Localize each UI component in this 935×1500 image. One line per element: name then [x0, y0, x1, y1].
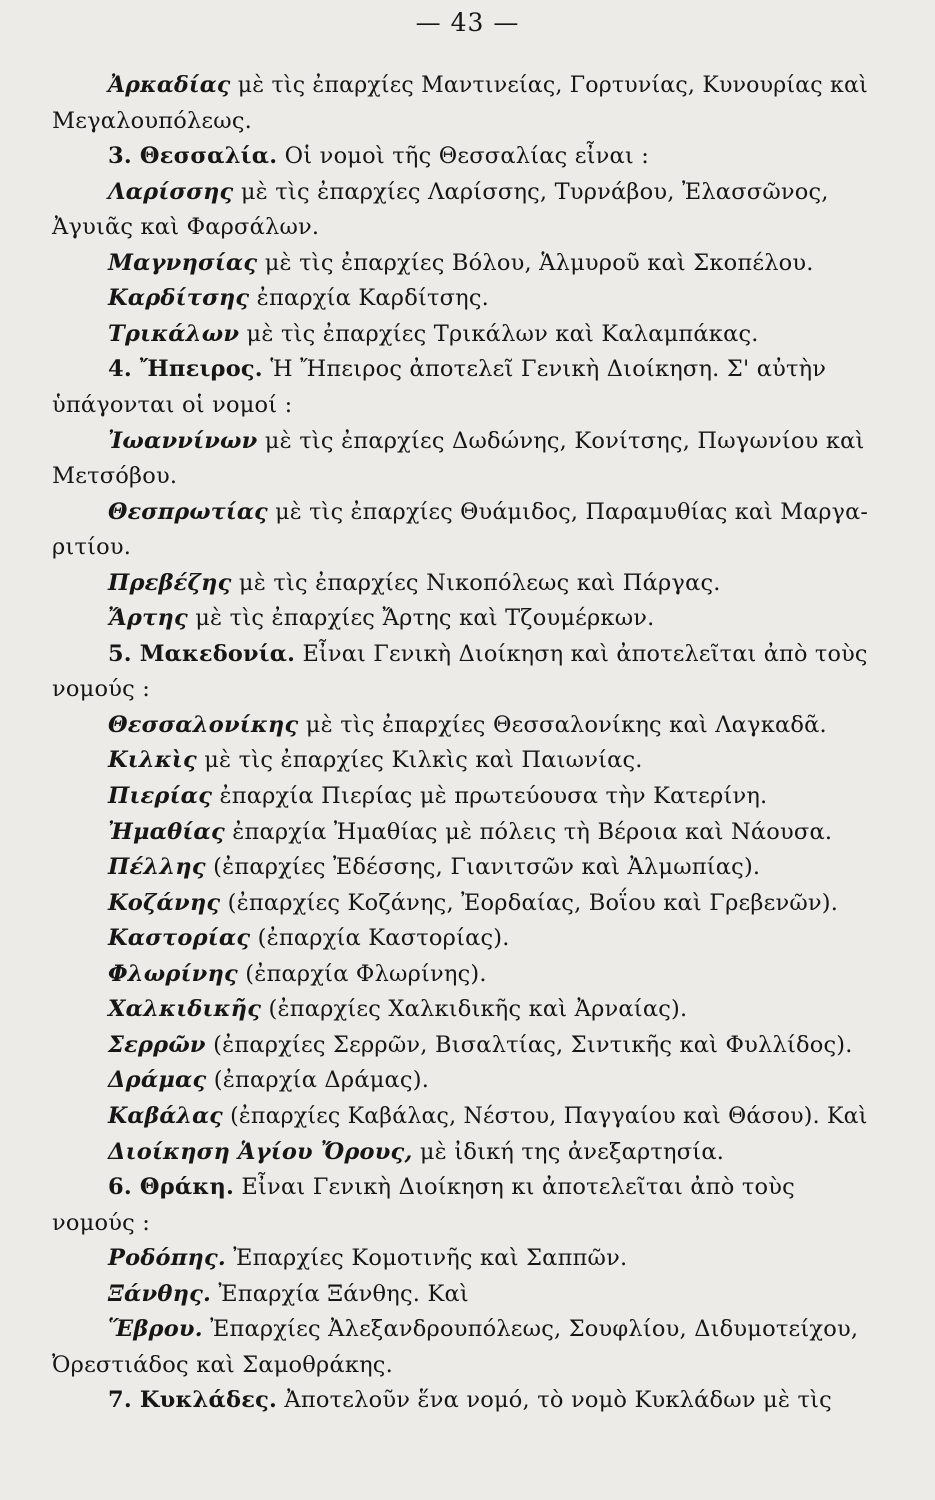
line-text: νομούς :	[52, 1209, 151, 1236]
text-line	[108, 1172, 795, 1202]
line-text: μὲ τὶς ἐπαρχίες Βόλου, Ἁλμυροῦ καὶ Σκοπέλου.	[257, 249, 814, 276]
text-line	[108, 710, 827, 740]
line-text: νομούς :	[52, 676, 151, 703]
line-text: (ἐπαρχίες Ἐδέσσης, Γιανιτσῶν καὶ Ἀλμωπίας).	[205, 854, 761, 881]
line-text: (ἐπαρχίες Χαλκιδικῆς καὶ Ἀρναίας).	[261, 996, 688, 1023]
line-text: Εἶναι Γενικὴ Διοίκηση καὶ ἀποτελεῖται ἀπὸ τοὺς	[295, 640, 868, 667]
text-line	[108, 141, 649, 171]
line-text: μὲ τὶς ἐπαρχίες Δωδώνης, Κονίτσης, Πωγωνίου καὶ	[257, 427, 865, 454]
line-emphasis: Καστορίας	[108, 925, 251, 952]
text-line	[108, 923, 510, 953]
line-emphasis: Καρδίτσης	[108, 285, 250, 312]
line-text: (ἐπαρχίες Καβάλας, Νέστου, Παγγαίου καὶ Θάσου). Καὶ	[222, 1102, 868, 1129]
line-text: Εἶναι Γενικὴ Διοίκηση κι ἀποτελεῖται ἀπὸ τοὺς	[234, 1174, 795, 1201]
text-line	[108, 426, 865, 456]
line-emphasis: Θεσσαλονίκης	[108, 711, 299, 738]
line-emphasis: Δράμας	[108, 1067, 207, 1094]
line-text: ἐπαρχία Καρδίτσης.	[249, 285, 490, 312]
line-text: μὲ τὶς ἐπαρχίες Τρικάλων καὶ Καλαμπάκας.	[239, 320, 759, 347]
text-line	[108, 568, 721, 598]
line-emphasis: Πρεβέζης	[108, 569, 232, 596]
text-line	[108, 1243, 627, 1273]
line-text: μὲ τὶς ἐπαρχίες Θυάμιδος, Παραμυθίας καὶ Μαργα-	[267, 498, 869, 525]
line-text: Ἀγυιᾶς καὶ Φαρσάλων.	[52, 214, 320, 241]
line-emphasis: Ἄρτης	[108, 605, 188, 632]
line-emphasis: Πιερίας	[108, 783, 213, 809]
text-line	[108, 745, 643, 775]
line-text: Ἐπαρχίες Κομοτινῆς καὶ Σαππῶν.	[225, 1245, 628, 1272]
line-emphasis: Διοίκηση Ἁγίου Ὄρους,	[108, 1138, 413, 1165]
text-line	[108, 1065, 429, 1095]
line-text: Ἐπαρχία Ξάνθης. Καὶ	[211, 1280, 469, 1307]
text-line	[108, 959, 487, 989]
text-line	[108, 354, 826, 384]
line-text: ὑπάγονται οἱ νομοί :	[52, 391, 293, 418]
line-text: (ἐπαρχίες Σερρῶν, Βισαλτίας, Σιντικῆς καὶ Φυλλίδος).	[205, 1031, 853, 1058]
section-heading: 6. Θράκη.	[108, 1174, 235, 1201]
line-emphasis: Τρικάλων	[108, 320, 240, 347]
line-text: Μεγαλουπόλεως.	[52, 107, 252, 134]
text-line	[52, 674, 150, 704]
text-line	[108, 888, 838, 918]
line-text: μὲ τὶς ἐπαρχίες Νικοπόλεως καὶ Πάργας.	[231, 569, 721, 596]
text-line	[108, 1385, 832, 1415]
text-line	[108, 283, 489, 313]
line-emphasis: Ἰωαννίνων	[108, 427, 258, 454]
text-line	[52, 461, 177, 491]
line-emphasis: Καβάλας	[108, 1102, 223, 1129]
text-line	[108, 1101, 868, 1131]
text-line	[108, 603, 654, 633]
text-line	[108, 1030, 853, 1060]
text-line	[108, 1279, 469, 1309]
line-emphasis: Ἀρκαδίας	[108, 72, 231, 98]
line-emphasis: Πέλλης	[108, 854, 206, 881]
line-text: μὲ ἰδική της ἀνεξαρτησία.	[412, 1138, 725, 1165]
line-text: μὲ τὶς ἐπαρχίες Ἄρτης καὶ Τζουμέρκων.	[187, 605, 655, 632]
line-emphasis: Χαλκιδικῆς	[108, 996, 262, 1023]
text-line	[52, 106, 252, 136]
line-emphasis: Θεσπρωτίας	[108, 498, 268, 525]
text-line	[52, 1208, 150, 1238]
line-text: (ἐπαρχία Φλωρίνης).	[237, 960, 487, 987]
text-line	[52, 532, 131, 562]
line-emphasis: Ἠμαθίας	[108, 818, 225, 845]
text-line	[52, 212, 319, 242]
text-line	[108, 1137, 724, 1167]
line-text: ἐπαρχία Ἠμαθίας μὲ πόλεις τὴ Βέροια καὶ Νάουσα.	[224, 818, 833, 845]
text-line	[108, 852, 760, 882]
text-line	[108, 1314, 858, 1344]
text-line	[108, 817, 832, 847]
text-line	[108, 248, 814, 278]
line-emphasis: Φλωρίνης	[108, 960, 238, 987]
line-emphasis: Κοζάνης	[108, 889, 221, 916]
line-emphasis: Κιλκὶς	[108, 747, 197, 774]
section-heading: 3. Θεσσαλία.	[108, 143, 278, 170]
line-text: (ἐπαρχίες Κοζάνης, Ἐορδαίας, Βοΐου καὶ Γρεβενῶν).	[220, 889, 839, 916]
line-text: (ἐπαρχία Δράμας).	[206, 1067, 430, 1094]
text-line	[52, 1350, 393, 1380]
line-text: Οἱ νομοὶ τῆς Θεσσαλίας εἶναι :	[277, 143, 650, 170]
line-text: μὲ τὶς ἐπαρχίες Μαντινείας, Γορτυνίας, Κυνουρίας καὶ	[230, 72, 868, 98]
page-number: — 43 —	[415, 8, 520, 37]
line-text: (ἐπαρχία Καστορίας).	[250, 925, 510, 952]
line-text: μὲ τὶς ἐπαρχίες Κιλκὶς καὶ Παιωνίας.	[196, 747, 643, 774]
text-line	[108, 177, 829, 207]
line-text: μὲ τὶς ἐπαρχίες Λαρίσσης, Τυρνάβου, Ἐλασσῶνος,	[233, 178, 829, 205]
text-line	[108, 781, 767, 811]
line-emphasis: Ροδόπης.	[108, 1245, 226, 1272]
line-text: Ὀρεστιάδος καὶ Σαμοθράκης.	[52, 1351, 393, 1378]
text-line	[108, 497, 868, 527]
line-emphasis: Ξάνθης.	[108, 1280, 212, 1307]
line-text: Μετσόβου.	[52, 463, 178, 490]
text-line	[108, 639, 868, 669]
line-text: ἐπαρχία Πιερίας μὲ πρωτεύουσα τὴν Κατερίνη.	[212, 783, 768, 809]
line-text: Ἡ Ἤπειρος ἀποτελεῖ Γενικὴ Διοίκηση. Σ' αὐτὴν	[262, 356, 827, 383]
line-emphasis: Ἕβρου.	[108, 1316, 203, 1343]
section-heading: 5. Μακεδονία.	[108, 640, 296, 667]
text-line	[108, 70, 868, 100]
line-emphasis: Μαγνησίας	[108, 249, 258, 276]
line-text: Ἀποτελοῦν ἕνα νομό, τὸ νομὸ Κυκλάδων μὲ τὶς	[277, 1387, 832, 1414]
line-emphasis: Λαρίσσης	[108, 178, 234, 205]
text-line	[108, 994, 687, 1024]
text-line	[108, 319, 759, 349]
line-text: ριτίου.	[52, 534, 132, 561]
text-line	[52, 390, 292, 420]
section-heading: 7. Κυκλάδες.	[108, 1387, 278, 1414]
line-text: μὲ τὶς ἐπαρχίες Θεσσαλονίκης καὶ Λαγκαδᾶ.	[298, 711, 827, 738]
section-heading: 4. Ἤπειρος.	[108, 356, 263, 383]
line-emphasis: Σερρῶν	[108, 1031, 206, 1058]
line-text: Ἐπαρχίες Ἀλεξανδρουπόλεως, Σουφλίου, Διδυμοτείχου,	[202, 1316, 859, 1343]
